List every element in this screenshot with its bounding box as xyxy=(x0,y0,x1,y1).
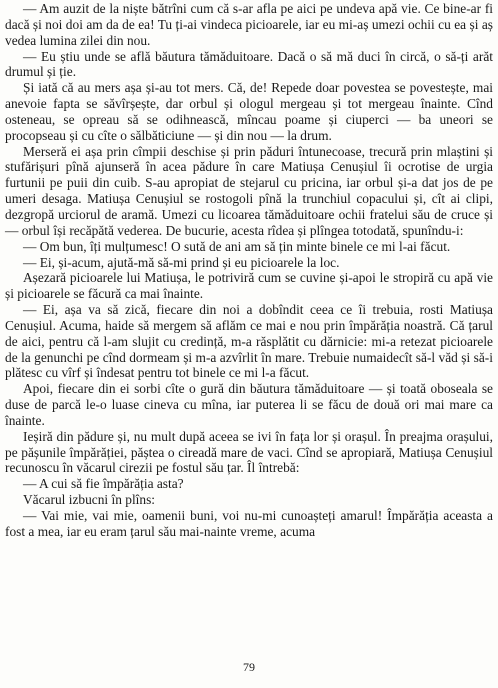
paragraph-12: Văcarul izbucni în plîns: xyxy=(23,492,156,508)
page-text xyxy=(5,1,493,540)
paragraph-3: Și iată că au mers așa și-au tot mers. Că, de! Repede doar povestea se povestește, mai anevoie fapta se săvîrșește, dar orbul și ologul mergeau și tot mergeau înainte. Cînd osteneau, se opreau să se odihnească, mîncau poame și ciuperci — ba uneori se procopseau și cu cîte o sălbăticiune — și din nou — la drum. xyxy=(5,80,493,143)
paragraph-1: — Am auzit de la niște bătrîni cum că s-ar afla pe aici pe undeva apă vie. Ce bine-ar fi dacă și noi doi am da de ea! Tu ți-ai vindeca picioarele, iar eu mi-aș umezi ochii cu ea și aș vedea lumina zilei din nou. xyxy=(5,1,493,48)
paragraph-7: Așezară picioarele lui Matiușa, le potriviră cum se cuvine și-apoi le stropiră cu apă vie și picioarele se făcură ca mai înainte. xyxy=(5,270,493,302)
paragraph-10: Ieșiră din pădure și, nu mult după aceea se ivi în fața lor și orașul. În preajma orașului, pe pășunile împărăției, păștea o cireadă mare de vaci. Cînd se apropiară, Matiușa Cenușiul recunoscu în văcarul cirezii pe fostul său țar. Îl întrebă: xyxy=(5,428,493,476)
paragraph-2: — Eu știu unde se află băutura tămăduitoare. Dacă o să mă duci în circă, o să-ți arăt drumul și ție. xyxy=(5,48,493,80)
paragraph-13: — Vai mie, vai mie, oamenii buni, voi nu-mi cunoașteți amarul! Împărăția aceasta a fost a mea, iar eu eram țarul său mai-nainte vreme, acuma xyxy=(5,508,493,539)
paragraph-4: Merseră ei așa prin cîmpii deschise și prin păduri întunecoase, trecură prin mlaștini și stufărișuri pînă ajunseră în acea pădure în care Matiușa Cenușiul îi ocrotise de urgia furtunii pe puii din cuib. S-au apropiat de stejarul cu pricina, iar orbul și-a dat jos de pe umeri desaga. Matiușa Cenușiul se rostogoli pînă la trunchiul copacului și, cît ai clipi, dezgropă urciorul de aramă. Umezi cu licoarea tămăduitoare ochii fratelui său de cruce și — orbul își recăpătă vederea. De bucurie, acesta rîdea și plîngea totodată, spunîndu-i: xyxy=(5,143,493,238)
paragraph-11: — A cui să fie împărăția asta? xyxy=(23,476,184,492)
paragraph-5: — Om bun, îți mulțumesc! O sută de ani am să țin minte binele ce mi l-ai făcut. xyxy=(23,238,451,254)
paragraph-8: — Ei, așa va să zică, fiecare din noi a dobîndit ceea ce îi trebuia, rosti Matiușa Cenușiul. Acuma, haide să mergem să aflăm ce mai e nou prin împărăția noastră. Că țarul de aici, pentru că l-am slujit cu credință, m-a răsplătit cu dărnicie: mi-a retezat picioarele de la genunchi pe cînd dormeam și m-a azvîrlit în mare. Trebuie numaidecît să-l văd și să-i plătesc cu vîrf și îndesat pentru tot binele ce mi l-a făcut. xyxy=(5,302,493,381)
paragraph-9: Apoi, fiecare din ei sorbi cîte o gură din băutura tămăduitoare — și toată oboseala se duse de parcă le-o luase cineva cu mîna, iar puterea li se făcu de două ori mai mare ca înainte. xyxy=(5,381,493,428)
page-number: 79 xyxy=(243,660,255,674)
paragraph-6: — Ei, și-acum, ajută-mă să-mi prind și eu picioarele la loc. xyxy=(23,254,340,270)
